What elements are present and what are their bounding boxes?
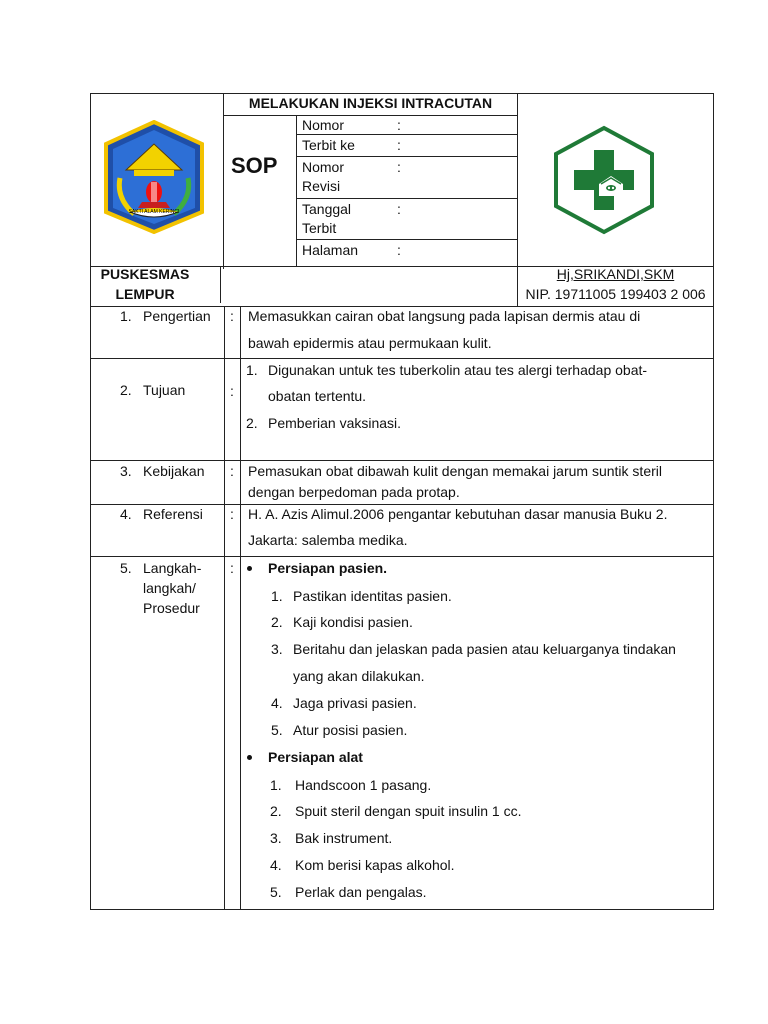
row-line-2 [90, 460, 714, 461]
field-nomor-revisi-colon: : [397, 159, 401, 175]
pasien-item-4-number: 4. [271, 695, 283, 711]
puskesmas-logo-icon [549, 124, 659, 236]
row-line-1 [90, 358, 714, 359]
header-divider-left [223, 93, 224, 269]
section-2-colon: : [230, 383, 234, 399]
bullet-icon [247, 566, 252, 571]
pasien-item-2-text: Kaji kondisi pasien. [293, 614, 413, 630]
alat-item-5-text: Perlak dan pengalas. [295, 884, 427, 900]
field-halaman-label: Halaman [302, 242, 359, 258]
field-tanggal-terbit-label: Tanggal [302, 201, 352, 217]
alat-item-2-number: 2. [270, 803, 282, 819]
pasien-item-5-number: 5. [271, 722, 283, 738]
pengertian-line-1: Memasukkan cairan obat langsung pada lapisan dermis atau di [248, 308, 641, 324]
alat-item-4-text: Kom berisi kapas alkohol. [295, 857, 455, 873]
row-line-4 [90, 556, 714, 557]
section-5-label-line-3: Prosedur [143, 600, 200, 616]
persiapan-alat-title: Persiapan alat [268, 749, 363, 765]
section-2-label: Tujuan [143, 382, 186, 398]
field-nomor-label: Nomor [302, 117, 345, 133]
org-divider [220, 266, 221, 303]
field-tanggal-terbit-colon: : [397, 201, 401, 217]
regency-emblem-icon [98, 120, 210, 234]
field-terbit-ke-colon: : [397, 137, 401, 153]
section-4-colon: : [230, 506, 234, 522]
signer-name: Hj,SRIKANDI,SKM [556, 266, 675, 282]
document-title: MELAKUKAN INJEKSI INTRACUTAN [248, 95, 493, 111]
table-border-bottom [90, 909, 714, 910]
alat-item-3-number: 3. [270, 830, 282, 846]
alat-item-5-number: 5. [270, 884, 282, 900]
kebijakan-line-1: Pemasukan obat dibawah kulit dengan memakai jarum suntik steril [248, 463, 662, 479]
section-3-number: 3. [120, 463, 132, 479]
pasien-item-5-text: Atur posisi pasien. [293, 722, 408, 738]
section-5-label-line-2: langkah/ [143, 580, 196, 596]
section-2-number: 2. [120, 382, 132, 398]
section-4-number: 4. [120, 506, 132, 522]
pasien-item-1-number: 1. [271, 588, 283, 604]
emblem-label: SAKTI ALAM KERINCI [128, 209, 180, 215]
field-terbit-ke-label: Terbit ke [302, 137, 355, 153]
alat-item-3-text: Bak instrument. [295, 830, 393, 846]
referensi-line-1: H. A. Azis Alimul.2006 pengantar kebutuhan dasar manusia Buku 2. [248, 506, 668, 522]
bullet-icon [247, 755, 252, 760]
section-5-colon: : [230, 560, 234, 576]
section-3-label: Kebijakan [143, 463, 205, 479]
tujuan-item-2-number: 2. [246, 415, 258, 431]
alat-item-1-text: Handscoon 1 pasang. [295, 777, 432, 793]
tujuan-item-1-number: 1. [246, 362, 258, 378]
tujuan-item-2-line-1: Pemberian vaksinasi. [268, 415, 402, 431]
field-line-3 [296, 198, 518, 199]
table-border-right [713, 93, 714, 910]
org-name-line2: LEMPUR [115, 286, 175, 302]
field-nomor-revisi-label-2: Revisi [302, 178, 341, 194]
pasien-item-3-text: Beritahu dan jelaskan pada pasien atau keluarganya tindakan [293, 641, 676, 657]
field-line-1 [296, 134, 518, 135]
field-tanggal-terbit-label-2: Terbit [302, 220, 337, 236]
org-name-line1: PUSKESMAS [100, 266, 190, 282]
signer-nip: NIP. 19711005 199403 2 006 [525, 286, 706, 302]
section-5-label-line-1: Langkah- [143, 560, 202, 576]
tujuan-item-1-line-1: Digunakan untuk tes tuberkolin atau tes alergi terhadap obat- [268, 362, 648, 378]
sop-divider [296, 115, 297, 266]
regency-emblem [98, 120, 210, 234]
alat-item-2-text: Spuit steril dengan spuit insulin 1 cc. [295, 803, 522, 819]
field-nomor-revisi-label: Nomor [302, 159, 345, 175]
referensi-line-2: Jakarta: salemba medika. [248, 532, 408, 548]
title-underline [223, 115, 518, 116]
section-1-colon: : [230, 308, 234, 324]
pasien-item-3-number: 3. [271, 641, 283, 657]
field-line-4 [296, 239, 518, 240]
table-border-left [90, 93, 91, 910]
alat-item-4-number: 4. [270, 857, 282, 873]
alat-item-1-number: 1. [270, 777, 282, 793]
pengertian-line-2: bawah epidermis atau permukaan kulit. [248, 335, 492, 351]
colon-col-right [240, 306, 241, 910]
field-line-2 [296, 156, 518, 157]
section-5-number: 5. [120, 560, 132, 576]
pasien-item-2-number: 2. [271, 614, 283, 630]
pasien-item-1-text: Pastikan identitas pasien. [293, 588, 452, 604]
sop-label: SOP [231, 153, 278, 178]
section-4-label: Referensi [143, 506, 203, 522]
field-halaman-colon: : [397, 242, 401, 258]
section-3-colon: : [230, 463, 234, 479]
colon-col-left [224, 306, 225, 910]
persiapan-pasien-title: Persiapan pasien. [268, 560, 388, 576]
field-nomor-colon: : [397, 117, 401, 133]
pasien-item-4-text: Jaga privasi pasien. [293, 695, 417, 711]
pasien-item-3-continuation: yang akan dilakukan. [293, 668, 425, 684]
kebijakan-line-2: dengan berpedoman pada protap. [248, 484, 460, 500]
tujuan-item-1-line-2: obatan tertentu. [268, 388, 367, 404]
puskesmas-logo [549, 124, 659, 236]
section-1-number: 1. [120, 308, 132, 324]
section-1-label: Pengertian [143, 308, 211, 324]
